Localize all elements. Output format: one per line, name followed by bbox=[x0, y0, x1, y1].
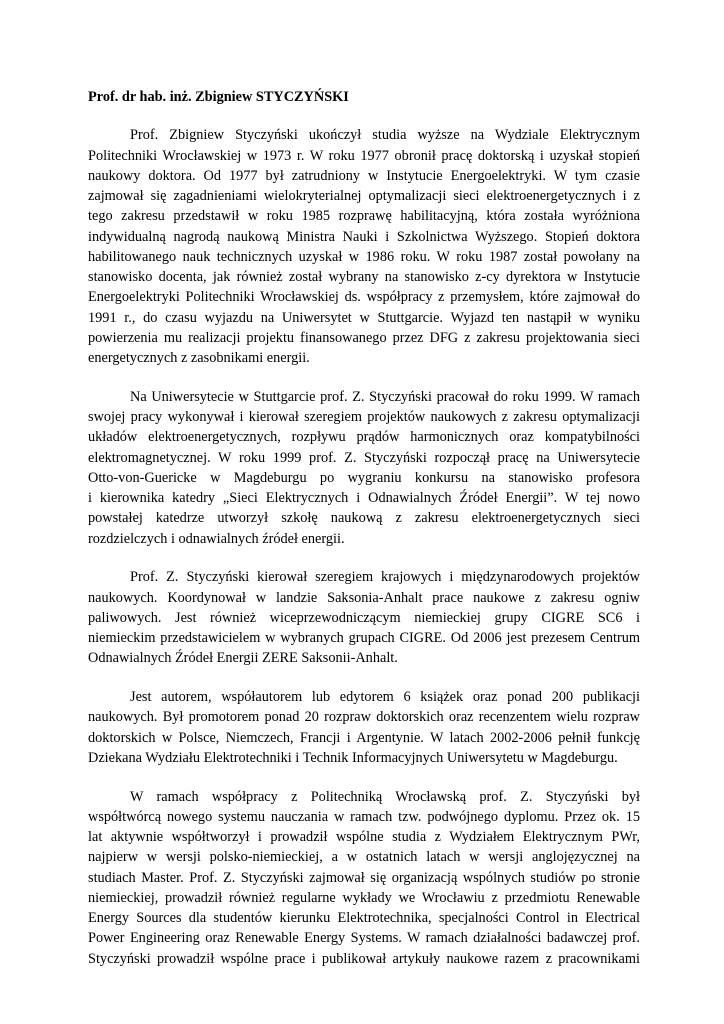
text-line: powierzenia mu realizacji projektu finansowanego przez DFG z zakresu projektowania sieci bbox=[88, 329, 640, 346]
text-line: Energoelektryki Politechniki Wrocławskiej ds. współpracy z przemysłem, które zajmował do bbox=[88, 289, 640, 306]
text-line: zajmował się zagadnieniami wielokryterialnej optymalizacji sieci elektroenergetycznych i z bbox=[88, 188, 640, 204]
text-line: lat aktywnie współtworzył i prowadził wspólne studia z Wydziałem Elektrycznym PWr, bbox=[88, 829, 640, 845]
paragraph-list bbox=[88, 125, 640, 969]
text-line: układów elektroenergetycznych, rozpływu prądów harmonicznych oraz kompatybilności bbox=[88, 429, 640, 446]
text-line: Energy Sources dla studentów kierunku Elektrotechnika, specjalności Control in Electrical bbox=[88, 910, 640, 926]
text-line: elektromagnetycznej. W roku 1999 prof. Z. Styczyński rozpoczął pracę na Uniwersytecie bbox=[88, 449, 640, 466]
text-line: Dziekana Wydziału Elektrotechniki i Technik Informacyjnych Uniwersytetu w Magdeburgu. bbox=[88, 749, 618, 766]
text-line: tego zakresu przedstawił w roku 1985 rozprawę habilitacyjną, która została wyróżniona bbox=[88, 208, 640, 225]
text-line: niemieckim przedstawicielem w wybranych grupach CIGRE. Od 2006 jest prezesem Centrum bbox=[88, 630, 640, 646]
text-line: powstałej katedrze utworzył szkołę naukową z zakresu elektroenergetycznych sieci bbox=[88, 510, 640, 527]
text-line: energetycznych z zasobnikami energii. bbox=[88, 350, 310, 366]
text-line: paliwowych. Jest również wiceprzewodniczącym niemieckiej grupy CIGRE SC6 i bbox=[88, 609, 640, 626]
text-line: 1991 r., do czasu wyjazdu na Uniwersytet w Stuttgarcie. Wyjazd ten nastąpił w wyniku bbox=[88, 309, 640, 326]
text-line: Politechniki Wrocławskiej w 1973 r. W roku 1977 obronił pracę doktorską i uzyskał stopień bbox=[88, 147, 640, 164]
text-line: swojej pracy wykonywał i kierował szeregiem projektów naukowych z zakresu optymalizacji bbox=[88, 409, 640, 425]
text-line: Power Engineering oraz Renewable Energy Systems. W ramach działalności badawczej prof. bbox=[88, 930, 640, 947]
text-line: Styczyński prowadził wspólne prace i publikował artykuły naukowe razem z pracownikami bbox=[88, 950, 640, 967]
text-line: naukowy doktora. Od 1977 był zatrudniony w Instytucie Energoelektryki. W tym czasie bbox=[88, 167, 640, 184]
text-line: Prof. Zbigniew Styczyński ukończył studia wyższe na Wydziale Elektrycznym bbox=[130, 127, 640, 144]
text-line: Na Uniwersytecie w Stuttgarcie prof. Z. Styczyński pracował do roku 1999. W ramach bbox=[130, 388, 640, 405]
text-line: współtwórcą nowego systemu nauczania w ramach tzw. podwójnego dyplomu. Przez ok. 15 bbox=[88, 808, 640, 825]
text-line: W ramach współpracy z Politechniką Wrocławską prof. Z. Styczyński był bbox=[130, 788, 640, 805]
text-line: studiach Master. Prof. Z. Styczyński zajmował się organizacją wspólnych studiów po stronie bbox=[88, 869, 640, 886]
text-line: Prof. Z. Styczyński kierował szeregiem krajowych i międzynarodowych projektów bbox=[130, 569, 640, 586]
document-heading: Prof. dr hab. inż. Zbigniew STYCZYŃSKI bbox=[88, 89, 349, 105]
body-paragraph bbox=[88, 125, 640, 368]
body-paragraph bbox=[88, 387, 640, 549]
text-line: naukowych. Koordynował w landzie Saksonia-Anhalt prace naukowe z zakresu ogniw bbox=[88, 589, 640, 606]
text-line: doktorskich w Polsce, Niemczech, Francji i Argentynie. W latach 2002-2006 pełnił funkcję bbox=[88, 729, 640, 746]
text-line: Otto-von-Guericke w Magdeburgu po wygraniu konkursu na stanowisko profesora bbox=[88, 469, 640, 486]
text-line: rozdzielczych i odnawialnych źródeł energii. bbox=[88, 530, 345, 547]
text-line: stanowisko docenta, jak również został wybrany na stanowisko z-cy dyrektora w Instytucie bbox=[88, 269, 640, 285]
body-paragraph bbox=[88, 787, 640, 969]
document-body bbox=[88, 87, 640, 987]
text-line: i kierownika katedry „Sieci Elektrycznych i Odnawialnych Źródeł Energii”. W tej nowo bbox=[88, 490, 640, 506]
text-line: indywidualną nagrodą naukową Ministra Nauki i Szkolnictwa Wyższego. Stopień doktora bbox=[88, 228, 640, 245]
text-line: Odnawialnych Źródeł Energii ZERE Saksonii-Anhalt. bbox=[88, 650, 398, 667]
text-line: niemieckiej, prowadził również regularne wykłady we Wrocławiu z przedmiotu Renewable bbox=[88, 889, 640, 906]
text-line: naukowych. Był promotorem ponad 20 rozpraw doktorskich oraz recenzentem wielu rozpraw bbox=[88, 709, 640, 726]
text-line: habilitowanego nauk technicznych uzyskał w 1986 roku. W roku 1987 został powołany na bbox=[88, 248, 640, 265]
text-line: najpierw w wersji polsko-niemieckiej, a w ostatnich latach w wersji anglojęzycznej na bbox=[88, 849, 640, 866]
body-paragraph bbox=[88, 567, 640, 668]
body-paragraph bbox=[88, 687, 640, 768]
text-line: Jest autorem, współautorem lub edytorem 6 książek oraz ponad 200 publikacji bbox=[130, 689, 640, 705]
